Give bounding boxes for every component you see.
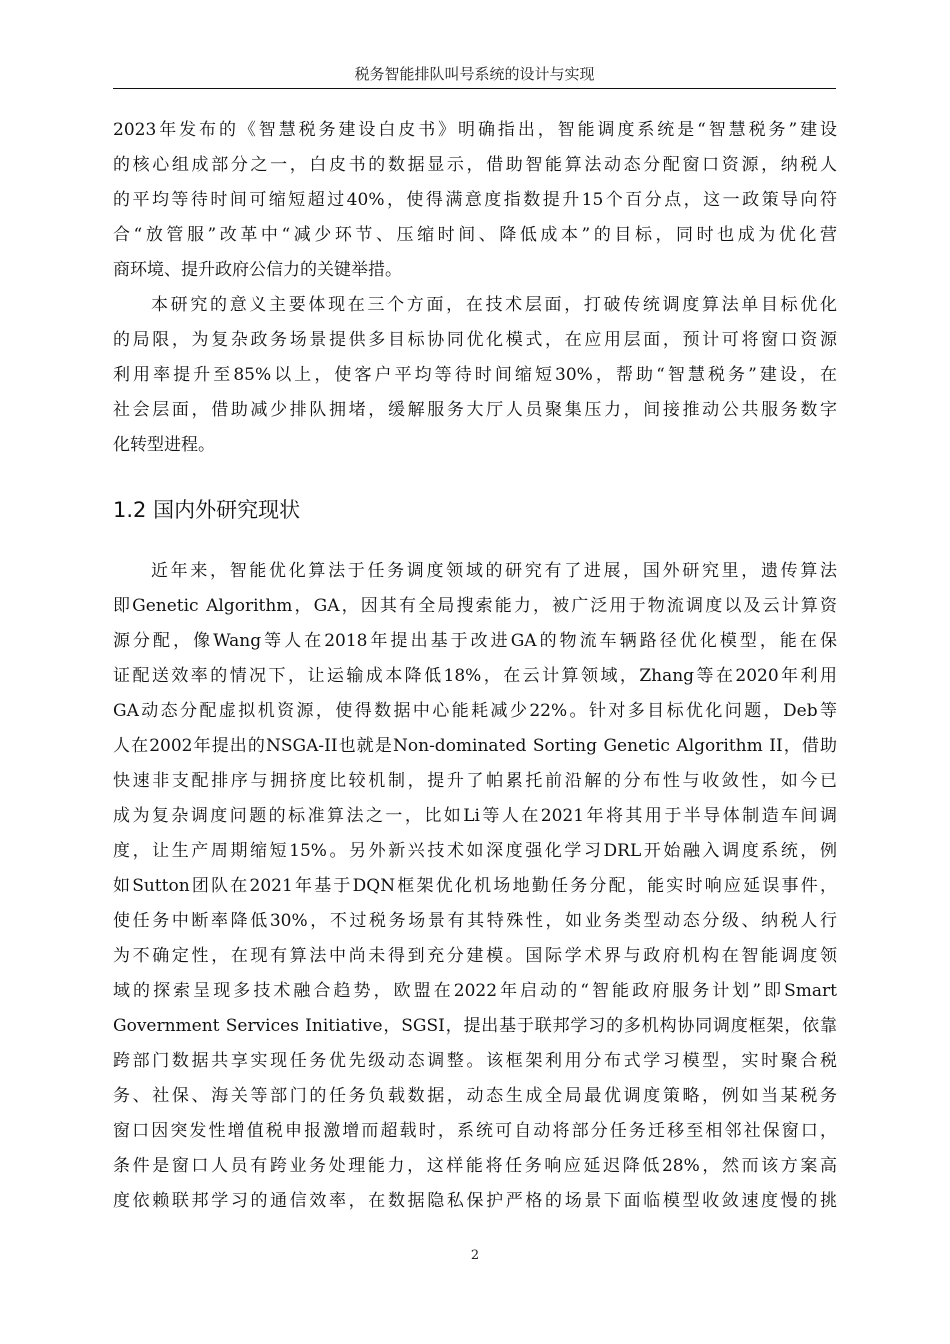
text-line: 近年来，智能优化算法于任务调度领域的研究有了进展，国外研究里，遗传算法	[151, 561, 837, 581]
text-line: 化转型进程。	[113, 435, 215, 455]
text-line: 务、社保、海关等部门的任务负载数据，动态生成全局最优调度策略，例如当某税务	[113, 1086, 837, 1106]
text-line: 即Genetic Algorithm，GA，因其有全局搜索能力，被广泛用于物流调度以及云计算资	[113, 596, 837, 616]
text-line: 的平均等待时间可缩短超过40%，使得满意度指数提升15个百分点，这一政策导向符	[113, 190, 837, 210]
text-line: 如Sutton团队在2021年基于DQN框架优化机场地勤任务分配，能实时响应延误事件，	[113, 876, 837, 896]
section-heading: 1.2 国内外研究现状	[113, 498, 301, 522]
text-line: 证配送效率的情况下，让运输成本降低18%，在云计算领域，Zhang等在2020年利用	[113, 666, 837, 686]
text-line: 域的探索呈现多技术融合趋势，欧盟在2022年启动的“智能政府服务计划”即Smart	[113, 981, 837, 1001]
text-line: 2023年发布的《智慧税务建设白皮书》明确指出，智能调度系统是“智慧税务”建设	[113, 120, 837, 140]
text-line: 为不确定性，在现有算法中尚未得到充分建模。国际学术界与政府机构在智能调度领	[113, 946, 837, 966]
text-line: 的核心组成部分之一，白皮书的数据显示，借助智能算法动态分配窗口资源，纳税人	[113, 155, 837, 175]
text-line: 利用率提升至85%以上，使客户平均等待时间缩短30%，帮助“智慧税务”建设，在	[113, 365, 837, 385]
running-header: 税务智能排队叫号系统的设计与实现	[354, 65, 595, 83]
text-line: 商环境、提升政府公信力的关键举措。	[113, 260, 402, 280]
text-line: 的局限，为复杂政务场景提供多目标协同优化模式，在应用层面，预计可将窗口资源	[113, 330, 837, 350]
text-line: GA动态分配虚拟机资源，使得数据中心能耗减少22%。针对多目标优化问题，Deb等	[113, 701, 837, 721]
page-number: 2	[470, 1248, 480, 1263]
text-line: 人在2002年提出的NSGA-II也就是Non-dominated Sorting Genetic Algorithm II，借助	[113, 736, 837, 756]
text-line: 成为复杂调度问题的标准算法之一，比如Li等人在2021年将其用于半导体制造车间调	[113, 806, 837, 826]
text-line: 社会层面，借助减少排队拥堵，缓解服务大厅人员聚集压力，间接推动公共服务数字	[113, 400, 837, 420]
text-line: 条件是窗口人员有跨业务处理能力，这样能将任务响应延迟降低28%，然而该方案高	[113, 1156, 837, 1176]
text-line: 快速非支配排序与拥挤度比较机制，提升了帕累托前沿解的分布性与收敛性，如今已	[113, 771, 837, 791]
text-line: 合“放管服”改革中“减少环节、压缩时间、降低成本”的目标，同时也成为优化营	[113, 225, 837, 245]
text-line: 跨部门数据共享实现任务优先级动态调整。该框架利用分布式学习模型，实时聚合税	[113, 1051, 837, 1071]
text-line: 源分配，像Wang等人在2018年提出基于改进GA的物流车辆路径优化模型，能在保	[113, 631, 837, 651]
header-divider	[113, 88, 836, 89]
text-line: 窗口因突发性增值税申报激增而超载时，系统可自动将部分任务迁移至相邻社保窗口，	[113, 1121, 837, 1141]
text-line: 度依赖联邦学习的通信效率，在数据隐私保护严格的场景下面临模型收敛速度慢的挑	[113, 1191, 837, 1211]
text-line: Government Services Initiative，SGSI，提出基于联邦学习的多机构协同调度框架，依靠	[113, 1016, 837, 1036]
text-line: 度，让生产周期缩短15%。另外新兴技术如深度强化学习DRL开始融入调度系统，例	[113, 841, 837, 861]
text-line: 使任务中断率降低30%，不过税务场景有其特殊性，如业务类型动态分级、纳税人行	[113, 911, 837, 931]
text-line: 本研究的意义主要体现在三个方面，在技术层面，打破传统调度算法单目标优化	[151, 295, 837, 315]
body-text-lower	[113, 554, 837, 1219]
body-text-upper	[113, 113, 837, 463]
